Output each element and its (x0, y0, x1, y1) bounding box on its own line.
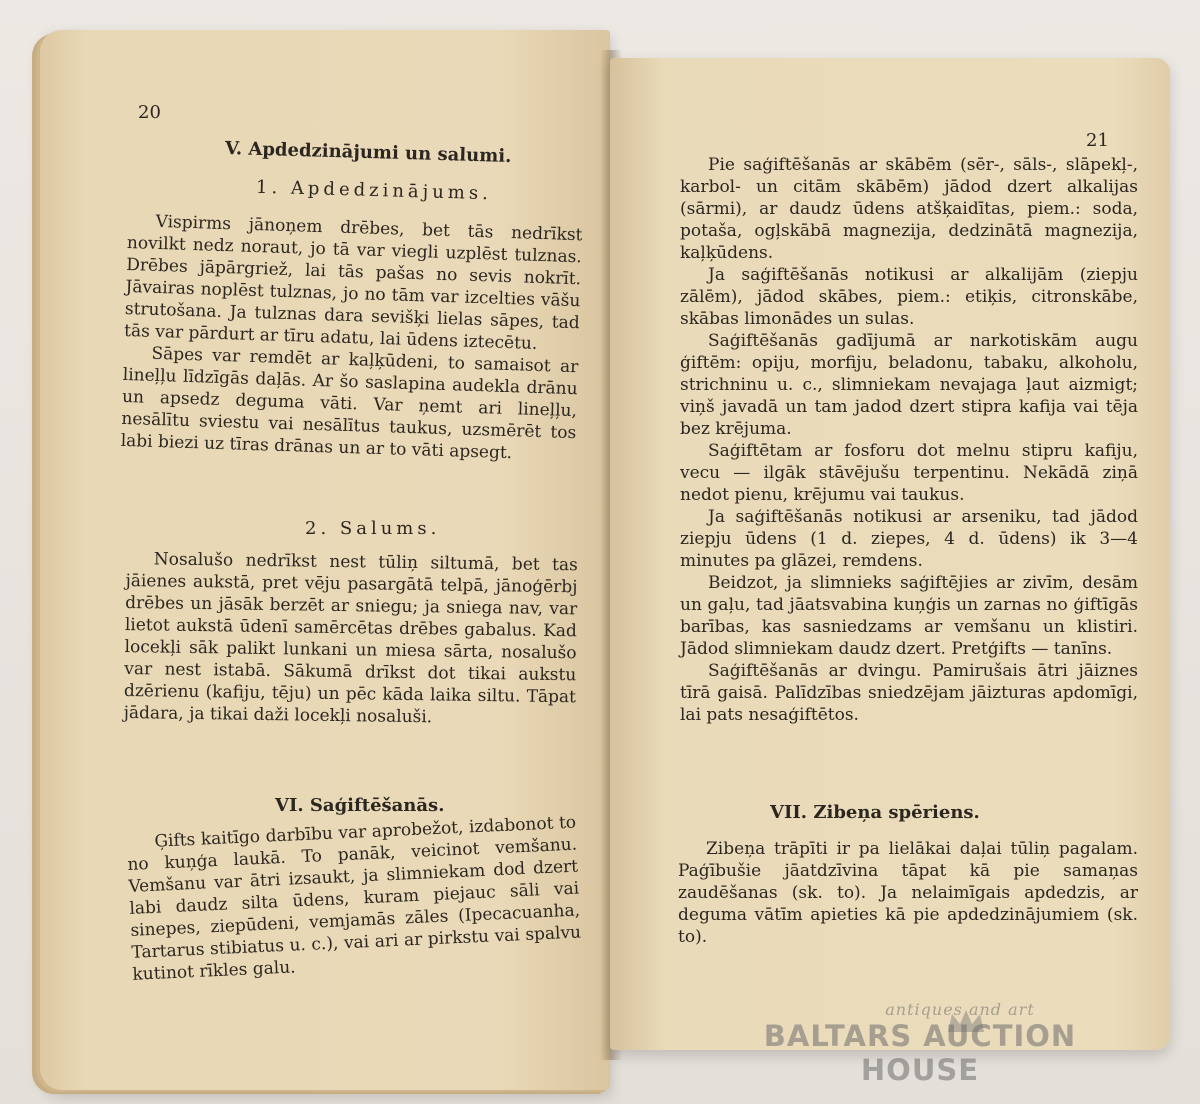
paragraph: Nosalušo nedrīkst nest tūliņ siltumā, bet tas jāienes aukstā, pret vēju pasargātā telpā, jānoģērbj drēbes un jāsāk berzēt ar sniegu; ja sniega nav, var lietot aukstā ūdenī samērcētas drēbes gabalus. Kad locekļi sāk palikt lunkani un miesa sārta, nosalušo var nest istabā. Sākumā drīkst dot tikai aukstu dzērienu (kafiju, tēju) un pēc kāda laika siltu. Tāpat jādara, ja tikai daži locekļi nosaluši. (123, 549, 578, 728)
watermark (720, 1000, 1120, 1087)
paragraph: Beidzot, ja slimnieks saģiftējies ar zivīm, desām un gaļu, tad jāatsvabina kuņģis un zarnas no ģiftīgās barības, kas sasniedzams ar vemšanu un klistiri. Jādod slimniekam daudz dzert. Pretģifts — tanīns. (680, 573, 1138, 659)
section-title-v: V. Apdedzinājumi un salumi. (224, 138, 512, 167)
right-page (610, 58, 1170, 1050)
paragraph: Ja saģiftēšanās notikusi ar arseniku, tad jādod ziepju ūdens (1 d. ziepes, 4 d. ūdens) ik 3—4 minutes pa glāzei, remdens. (680, 507, 1138, 571)
paragraph: Sāpes var remdēt ar kaļķūdeni, to samaisot ar lineļļu līdzīgās daļās. Ar šo saslapina audekla drānu un apsedz deguma vāti. Var ņemt ari lineļļu, nesālītu sviestu vai nesālītus taukus, uzsmērēt tos labi biezi uz tīras drānas un ar to vāti apsegt. (120, 343, 579, 464)
paragraph: Zibeņa trāpīti ir pa lielākai daļai tūliņ pagalam. Paģībušie jāatdzīvina tāpat kā pie samaņas zaudēšanas (sk. to). Ja nelaimīgais apdedzis, ar deguma vātīm apieties kā pie apdedzinājumiem (sk. to). (678, 839, 1138, 947)
paragraph: Saģiftētam ar fosforu dot melnu stipru kafiju, vecu — ilgāk stāvējušu terpentinu. Nekādā ziņā nedot pienu, krējumu vai taukus. (680, 441, 1138, 505)
paragraph: Saģiftēšanās gadījumā ar narkotiskām augu ģiftēm: opiju, morfiju, beladonu, tabaku, alkoholu, strichninu u. c., slimniekam nevajaga ļaut aizmigt; viņš javadā un tam jadod dzert stipra kafija vai tēja bez krējuma. (680, 331, 1138, 439)
poisoning-continued-text (680, 154, 1138, 726)
subtitle-salums: 2. Salums. (305, 518, 441, 539)
open-book (40, 30, 1175, 1090)
subtitle-apdedzinajums: 1. Apdedzinājums. (255, 176, 493, 205)
watermark-brand: BALTARS AUCTION HOUSE (763, 1019, 1077, 1087)
poisoning-text (126, 812, 583, 986)
paragraph: Ja saģiftēšanās notikusi ar alkalijām (ziepju zālēm), jādod skābes, piem.: etiķis, citronskābe, skābas limonādes un sulas. (680, 265, 1138, 329)
lightning-text (678, 838, 1138, 948)
paragraph: Saģiftēšanās ar dvingu. Pamirušais ātri jāiznes tīrā gaisā. Palīdzības sniedzējam jāizturas apdomīgi, lai pats nesaģiftētos. (680, 661, 1138, 725)
page-number-left: 20 (138, 102, 161, 123)
watermark-tagline: antiques and art (885, 1000, 1035, 1019)
page-number-right: 21 (1086, 130, 1109, 151)
paragraph: Vispirms jānoņem drēbes, bet tās nedrīkst novilkt nedz noraut, jo tā var viegli uzplēst tulznas. Drēbes jāpārgriež, lai tās pašas no sevis nokrīt. Jāvairas noplēst tulznas, jo no tām var izcelties vāšu strutošana. Ja tulznas dara sevišķi lielas sāpes, tad tās var pārdurt ar tīru adatu, lai ūdens iztecētu. (123, 211, 583, 354)
paragraph: Pie saģiftēšanās ar skābēm (sēr-, sāls-, slāpekļ-, karbol- un citām skābēm) jādod dzert alkalijas (sārmi), ar daudz ūdens atšķaidītas, piem.: soda, potaša, ogļskābā magnezija, dedzinātā magnezija, kaļķūdens. (680, 155, 1138, 263)
frostbite-text (124, 548, 578, 730)
burn-text (120, 210, 582, 466)
paragraph: Ģifts kaitīgo darbību var aprobežot, izdabonot to no kuņģa laukā. To panāk, veicinot vemšanu. Vemšanu var ātri izsaukt, ja slimniekam dod dzert labi daudz silta ūdens, kuram piejauc sāli vai sinepes, ziepūdeni, vemjamās zāles (Ipecacuanha, Tartarus stibiatus u. c.), vai ari ar pirkstu vai spalvu kutinot rīkles galu. (127, 812, 582, 985)
section-title-vii: VII. Zibeņa spēriens. (770, 802, 980, 823)
left-page (40, 30, 610, 1090)
section-title-vi: VI. Saģiftēšanās. (275, 795, 445, 816)
